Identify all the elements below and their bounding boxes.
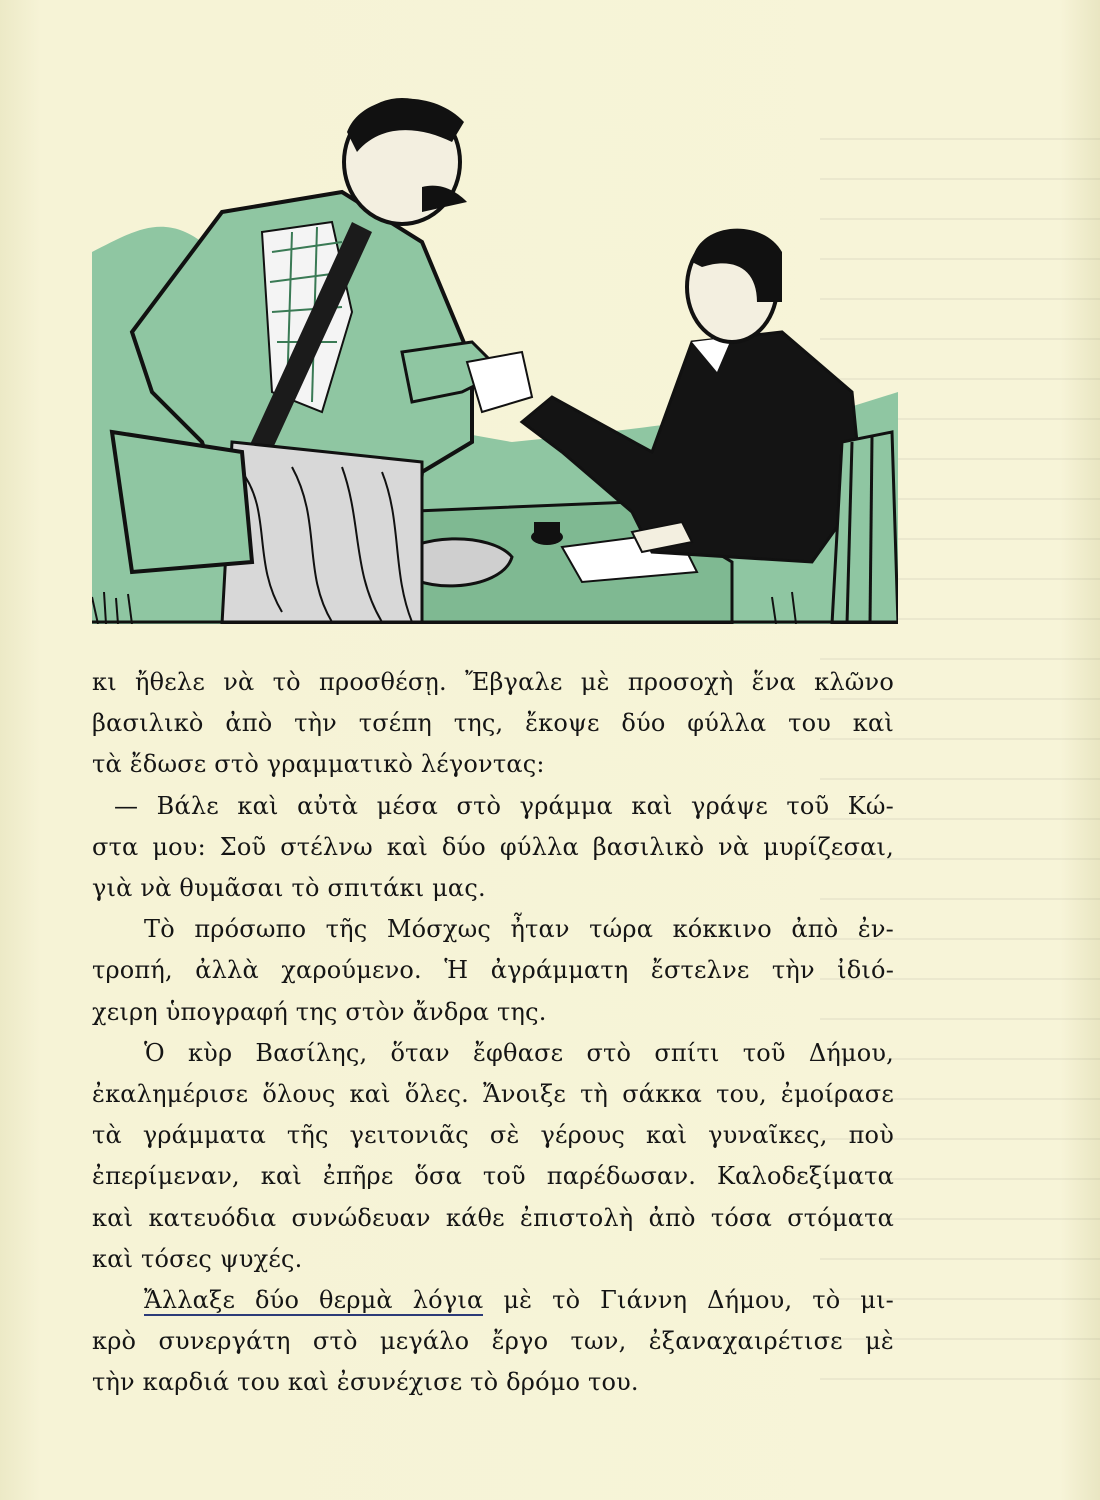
text-line: κι ἤθελε νὰ τὸ προσθέσῃ. Ἔβγαλε μὲ προσοχὴ ἕνα κλῶνο xyxy=(92,668,894,696)
paragraph-1 xyxy=(92,662,894,786)
text-line xyxy=(92,1280,894,1321)
paragraph-4 xyxy=(92,1033,894,1280)
text-line: γιὰ νὰ θυμᾶσαι τὸ σπιτάκι μας. xyxy=(92,874,486,903)
text-line: βασιλικὸ ἀπὸ τὴν τσέπη της, ἔκοψε δύο φύλλα του καὶ xyxy=(92,709,894,738)
text-span: μὲ τὸ Γιάννη Δήμου, τὸ μι- xyxy=(503,1286,894,1315)
text-line: ἐπερίμεναν, καὶ ἐπῆρε ὅσα τοῦ παρέδωσαν. Καλοδεξίματα xyxy=(92,1162,894,1191)
paragraph-5 xyxy=(92,1280,894,1404)
postman-and-scribe-illustration xyxy=(92,92,898,624)
underlined-phrase: Ἄλλαξε δύο θερμὰ λόγια xyxy=(144,1286,484,1315)
text-line: Ὁ κὺρ Βασίλης, ὅταν ἔφθασε στὸ σπίτι τοῦ Δήμου, xyxy=(144,1038,894,1067)
text-line: καὶ κατευόδια συνώδευαν κάθε ἐπιστολὴ ἀπὸ τόσα στόματα xyxy=(92,1203,894,1232)
text-line: τὰ γράμματα τῆς γειτονιᾶς σὲ γέρους καὶ γυναῖκες, ποὺ xyxy=(92,1121,894,1150)
text-line: κρὸ συνεργάτη στὸ μεγάλο ἔργο των, ἐξαναχαιρέτισε μὲ xyxy=(92,1327,894,1356)
text-line: καὶ τόσες ψυχές. xyxy=(92,1244,303,1273)
body-text xyxy=(92,662,894,1404)
text-line: τὴν καρδιά του καὶ ἐσυνέχισε τὸ δρόμο του. xyxy=(92,1368,639,1397)
text-line: χειρη ὑπογραφή της στὸν ἄνδρα της. xyxy=(92,997,547,1026)
text-line: τροπή, ἀλλὰ χαρούμενο. Ἡ ἀγράμματη ἔστελνε τὴν ἰδιό- xyxy=(92,956,894,985)
paragraph-dialogue xyxy=(92,786,894,910)
text-line: στα μου: Σοῦ στέλνω καὶ δύο φύλλα βασιλικὸ νὰ μυρίζεσαι, xyxy=(92,832,894,861)
text-line: Τὸ πρόσωπο τῆς Μόσχως ἦταν τώρα κόκκινο ἀπὸ ἐν- xyxy=(144,915,894,944)
paragraph-3 xyxy=(92,909,894,1033)
text-line: — Βάλε καὶ αὐτὰ μέσα στὸ γράμμα καὶ γράψε τοῦ Κώ- xyxy=(114,791,894,820)
text-line: ἐκαλημέρισε ὅλους καὶ ὅλες. Ἄνοιξε τὴ σάκκα του, ἐμοίρασε xyxy=(92,1080,894,1109)
text-line: τὰ ἔδωσε στὸ γραμματικὸ λέγοντας: xyxy=(92,750,545,779)
